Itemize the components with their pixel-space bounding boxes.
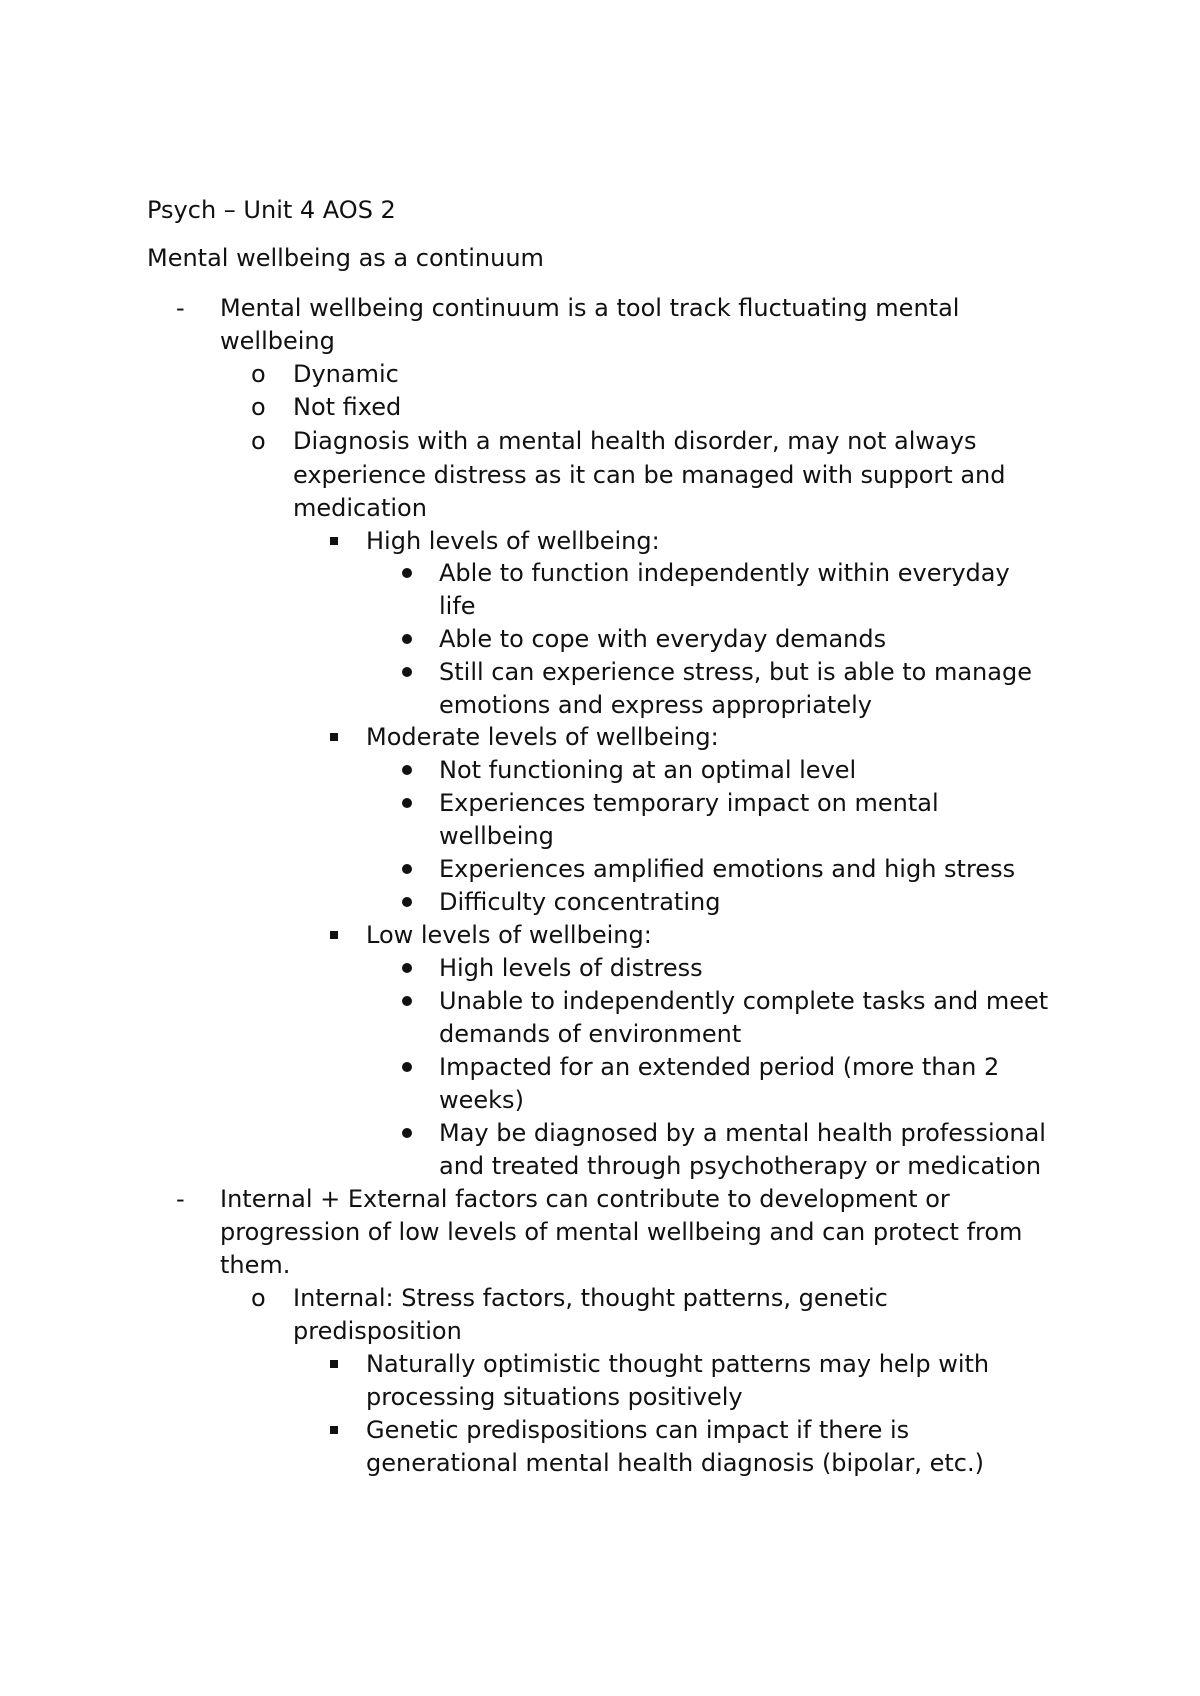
dot-bullet-icon — [402, 1128, 412, 1138]
list-item-line: May be diagnosed by a mental health professional — [439, 1119, 1046, 1147]
dot-bullet-icon — [402, 568, 412, 578]
list-item-line: life — [439, 592, 476, 620]
dot-bullet-icon — [402, 798, 412, 808]
list-item-line: High levels of distress — [439, 954, 703, 982]
list-item-line: generational mental health diagnosis (bipolar, etc.) — [366, 1449, 984, 1477]
list-item-line: Diagnosis with a mental health disorder, may not always — [293, 427, 977, 455]
list-item-line: Able to cope with everyday demands — [439, 625, 887, 653]
circle-bullet-icon: o — [251, 360, 266, 388]
list-item-line: Unable to independently complete tasks and meet — [439, 987, 1049, 1015]
list-item-line: weeks) — [439, 1086, 524, 1114]
list-item-line: wellbeing — [220, 327, 335, 355]
dot-bullet-icon — [402, 996, 412, 1006]
list-item-line: demands of environment — [439, 1020, 742, 1048]
list-item-line: Experiences amplified emotions and high stress — [439, 855, 1016, 883]
list-item-line: Internal: Stress factors, thought patterns, genetic — [293, 1284, 888, 1312]
dash-bullet-icon: - — [176, 294, 185, 322]
dash-bullet-icon: - — [176, 1185, 185, 1213]
list-item-line: Difficulty concentrating — [439, 888, 721, 916]
list-item-line: Still can experience stress, but is able to manage — [439, 658, 1032, 686]
list-item-line: emotions and express appropriately — [439, 691, 872, 719]
dot-bullet-icon — [402, 765, 412, 775]
square-bullet-icon — [330, 1360, 338, 1368]
square-bullet-icon — [330, 1426, 338, 1434]
list-item-line: Moderate levels of wellbeing: — [366, 723, 719, 751]
list-item-line: progression of low levels of mental wellbeing and can protect from — [220, 1218, 1023, 1246]
circle-bullet-icon: o — [251, 393, 266, 421]
section-heading: Mental wellbeing as a continuum — [147, 244, 544, 272]
list-item-line: processing situations positively — [366, 1383, 743, 1411]
list-item-line: Mental wellbeing continuum is a tool track fluctuating mental — [220, 294, 960, 322]
list-item-line: Not functioning at an optimal level — [439, 756, 857, 784]
list-item-line: Genetic predispositions can impact if there is — [366, 1416, 910, 1444]
dot-bullet-icon — [402, 963, 412, 973]
list-item-line: Experiences temporary impact on mental — [439, 789, 939, 817]
list-item-line: Able to function independently within everyday — [439, 559, 1010, 587]
list-item-line: Internal + External factors can contribute to development or — [220, 1185, 950, 1213]
list-item-line: and treated through psychotherapy or medication — [439, 1152, 1042, 1180]
list-item-line: Impacted for an extended period (more than 2 — [439, 1053, 1000, 1081]
list-item-line: medication — [293, 494, 427, 522]
list-item-line: Naturally optimistic thought patterns may help with — [366, 1350, 990, 1378]
list-item-line: predisposition — [293, 1317, 462, 1345]
square-bullet-icon — [330, 733, 338, 741]
list-item-line: them. — [220, 1251, 291, 1279]
square-bullet-icon — [330, 537, 338, 545]
dot-bullet-icon — [402, 1062, 412, 1072]
list-item-line: wellbeing — [439, 822, 554, 850]
dot-bullet-icon — [402, 897, 412, 907]
dot-bullet-icon — [402, 667, 412, 677]
list-item-line: High levels of wellbeing: — [366, 527, 660, 555]
list-item-line: Low levels of wellbeing: — [366, 921, 652, 949]
list-item-line: Dynamic — [293, 360, 399, 388]
square-bullet-icon — [330, 931, 338, 939]
document-title: Psych – Unit 4 AOS 2 — [147, 196, 396, 224]
list-item-line: experience distress as it can be managed with support and — [293, 461, 1006, 489]
circle-bullet-icon: o — [251, 1284, 266, 1312]
dot-bullet-icon — [402, 864, 412, 874]
circle-bullet-icon: o — [251, 427, 266, 455]
dot-bullet-icon — [402, 634, 412, 644]
list-item-line: Not fixed — [293, 393, 402, 421]
